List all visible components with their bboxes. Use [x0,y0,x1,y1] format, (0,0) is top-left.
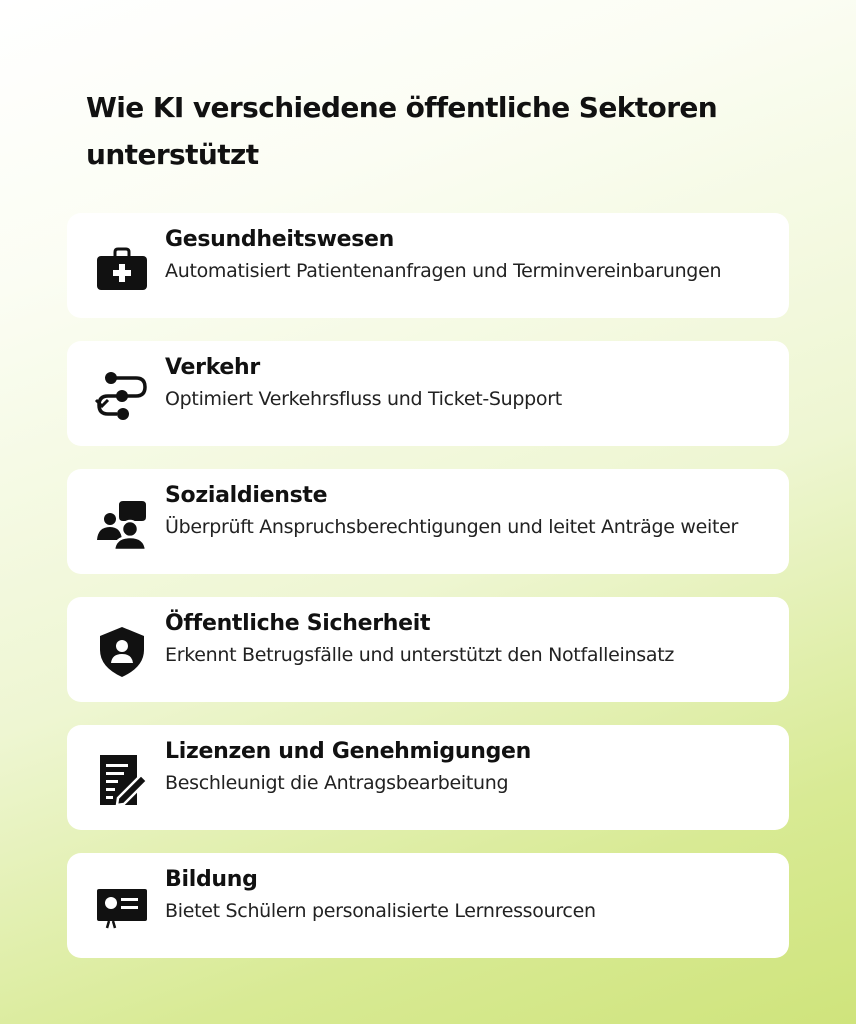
sector-card-licenses [67,725,789,830]
sector-name: Bildung [165,867,258,892]
sector-card-public-safety [67,597,789,702]
sector-description: Erkennt Betrugsfälle und unterstützt den Notfalleinsatz [165,644,675,666]
sector-card-education [67,853,789,958]
sector-card-healthcare [67,213,789,318]
sector-name: Sozialdienste [165,483,328,508]
page-title: Wie KI verschiedene öffentliche Sektoren unterstützt [86,91,718,171]
sector-name: Lizenzen und Genehmigungen [165,739,532,764]
sector-description: Überprüft Anspruchsberechtigungen und leitet Anträge weiter [165,516,739,538]
medical-kit-icon [94,240,150,296]
sector-card-transport [67,341,789,446]
sector-name: Öffentliche Sicherheit [165,611,431,636]
sector-name: Gesundheitswesen [165,227,395,252]
sector-list [67,213,789,981]
sector-name: Verkehr [165,355,260,380]
sector-description: Bietet Schülern personalisierte Lernressourcen [165,900,596,922]
sector-card-social-services [67,469,789,574]
route-icon [94,368,150,424]
shield-user-icon [94,624,150,680]
people-chat-icon [94,496,150,552]
teacher-board-icon [94,880,150,936]
sector-description: Automatisiert Patientenanfragen und Terminvereinbarungen [165,260,722,282]
sector-description: Beschleunigt die Antragsbearbeitung [165,772,509,794]
document-edit-icon [94,752,150,808]
sector-description: Optimiert Verkehrsfluss und Ticket-Support [165,388,562,410]
